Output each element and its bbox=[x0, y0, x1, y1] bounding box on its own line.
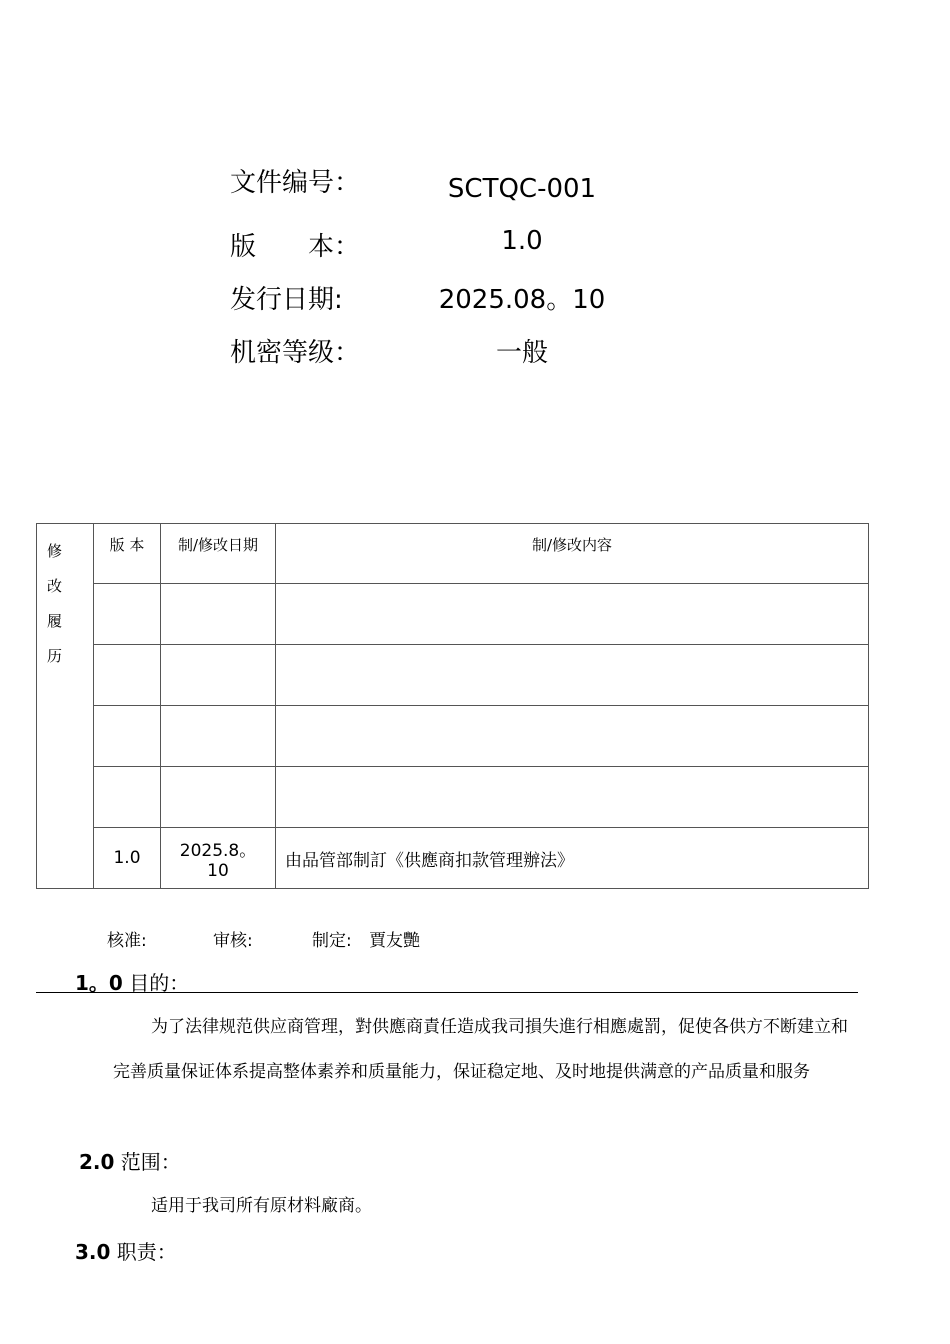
section-1-body bbox=[113, 1005, 863, 1095]
cell-content bbox=[276, 706, 869, 767]
side-char: 修 bbox=[47, 542, 63, 560]
section-2-heading bbox=[79, 1146, 181, 1175]
preparer-name: 賈友艷 bbox=[369, 931, 420, 951]
cell-version bbox=[94, 645, 161, 706]
cell-date bbox=[161, 767, 276, 828]
section-2-title: 范围： bbox=[120, 1150, 181, 1174]
cell-date bbox=[161, 645, 276, 706]
table-header-row bbox=[37, 524, 869, 584]
cell-date-line: 2025.8。 bbox=[179, 840, 257, 861]
issue-date-value: 2025.08。10 bbox=[438, 285, 606, 315]
section-1-title: 目的： bbox=[129, 971, 190, 995]
table-row bbox=[37, 706, 869, 767]
section-3-number: 3.0 bbox=[75, 1240, 111, 1264]
cell-content: 由品管部制訂《供應商扣款管理辦法》 bbox=[276, 828, 869, 889]
version-value: 1.0 bbox=[501, 226, 543, 256]
cell-content bbox=[276, 767, 869, 828]
section-2-body bbox=[113, 1184, 863, 1229]
security-level-label: 机密等级： bbox=[230, 338, 361, 368]
section-3-heading bbox=[75, 1236, 177, 1265]
cell-version bbox=[94, 767, 161, 828]
cell-date bbox=[161, 706, 276, 767]
prepare-label: 制定: bbox=[312, 931, 352, 951]
table-row bbox=[37, 584, 869, 645]
security-level-value: 一般 bbox=[495, 338, 548, 368]
revision-history-table bbox=[36, 523, 869, 889]
side-char: 改 bbox=[47, 577, 63, 595]
side-char: 履 bbox=[47, 612, 63, 630]
table-row bbox=[37, 645, 869, 706]
table-row bbox=[37, 828, 869, 889]
cell-date bbox=[161, 828, 276, 889]
cell-content bbox=[276, 645, 869, 706]
review-label: 审核: bbox=[213, 931, 253, 951]
section-2-text: 适用于我司所有原材料廠商。 bbox=[151, 1196, 372, 1216]
revision-history-side-label bbox=[37, 524, 94, 889]
cell-version bbox=[94, 706, 161, 767]
table-row bbox=[37, 767, 869, 828]
section-1-number: 1。0 bbox=[75, 971, 123, 995]
approve-label: 核准: bbox=[107, 931, 147, 951]
cell-date-line: 10 bbox=[207, 860, 229, 881]
col-header-content: 制/修改内容 bbox=[276, 524, 869, 584]
cell-version bbox=[94, 584, 161, 645]
cell-version: 1.0 bbox=[94, 828, 161, 889]
issue-date-label: 发行日期: bbox=[230, 285, 343, 315]
side-char: 历 bbox=[47, 647, 63, 665]
cell-date bbox=[161, 584, 276, 645]
cell-content bbox=[276, 584, 869, 645]
version-label: 版 本： bbox=[230, 232, 361, 262]
section-1-text: 为了法律规范供应商管理，對供應商責任造成我司損失進行相應處罰，促使各供方不断建立和完善质量保证体系提高整体素养和质量能力，保证稳定地、及时地提供满意的产品质量和服务 bbox=[113, 1017, 848, 1082]
section-divider bbox=[36, 992, 858, 993]
section-2-number: 2.0 bbox=[79, 1150, 115, 1174]
doc-number-value: SCTQC-001 bbox=[447, 174, 597, 204]
section-3-title: 职责： bbox=[116, 1240, 177, 1264]
doc-number-label: 文件编号： bbox=[230, 168, 361, 198]
col-header-version: 版 本 bbox=[94, 524, 161, 584]
col-header-date: 制/修改日期 bbox=[161, 524, 276, 584]
